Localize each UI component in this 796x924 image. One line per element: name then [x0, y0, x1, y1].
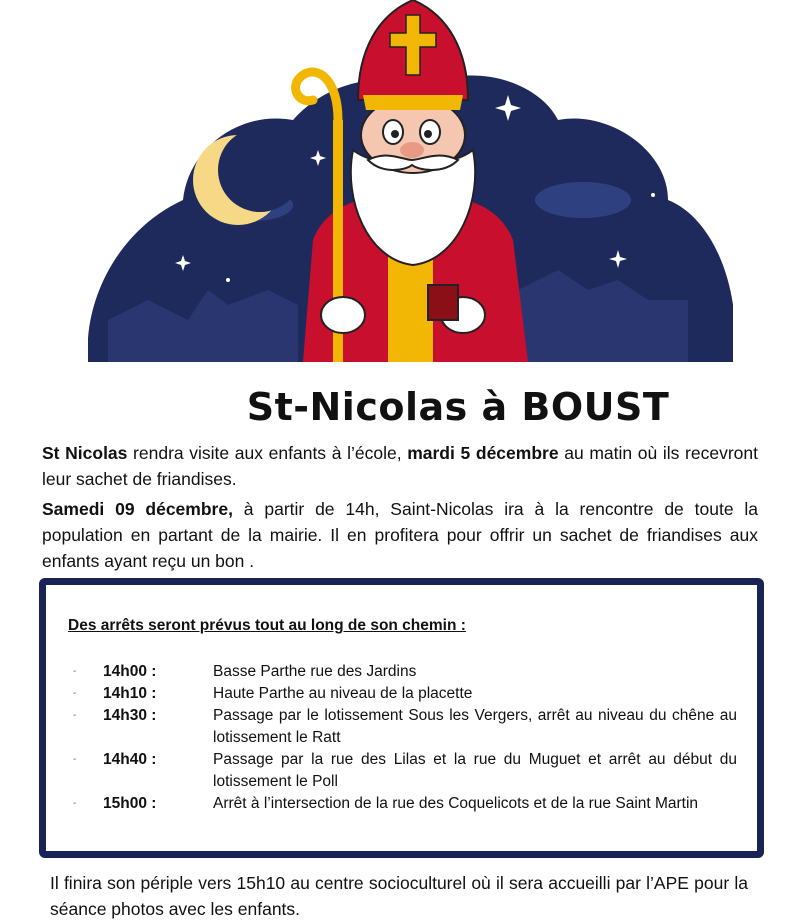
stops-box — [39, 578, 764, 858]
bullet-marker: - — [73, 666, 77, 677]
intro-paragraph-1 — [42, 440, 758, 492]
intro-paragraph-2 — [42, 496, 758, 574]
stop-time: 15h00 : — [103, 795, 157, 812]
stop-time: 14h30 : — [103, 707, 157, 724]
saint-nicolas-illustration — [88, 0, 733, 365]
intro-p2-seg: Samedi 09 décembre, — [42, 499, 233, 519]
intro-p1-seg: St Nicolas — [42, 443, 128, 463]
stops-heading: Des arrêts seront prévus tout au long de son chemin : — [68, 617, 466, 634]
stop-time: 14h40 : — [103, 751, 157, 768]
bullet-marker: - — [73, 754, 77, 765]
stop-description: Haute Parthe au niveau de la placette — [213, 685, 473, 702]
bullet-marker: - — [73, 688, 77, 699]
bullet-marker: - — [73, 798, 77, 809]
intro-p1-seg: au matin où ils recevront leur sachet de friandises. — [42, 443, 758, 489]
stop-description: Passage par la rue des Lilas et la rue du Muguet et arrêt au début du lotissement le Poll — [213, 751, 737, 790]
intro-p2-seg: à partir de 14h, Saint-Nicolas ira à la rencontre de toute la population en partant de la mairie. Il en profitera pour offrir un sachet de friandises aux enfants ayant reçu un bon . — [42, 499, 759, 571]
stop-item — [68, 661, 737, 683]
stop-item — [68, 683, 737, 705]
stop-description: Basse Parthe rue des Jardins — [213, 663, 417, 680]
stop-item — [68, 793, 737, 815]
stop-description: Passage par le lotissement Sous les Vergers, arrêt au niveau du chêne au lotissement le Ratt — [213, 707, 737, 746]
stop-time: 14h00 : — [103, 663, 157, 680]
intro-p1-seg: rendra visite aux enfants à l’école, — [127, 443, 408, 463]
stop-time: 14h10 : — [103, 685, 157, 702]
stop-description: Arrêt à l’intersection de la rue des Coquelicots et de la rue Saint Martin — [213, 795, 699, 812]
page-title: St-Nicolas à BOUST — [246, 385, 670, 429]
stop-item — [68, 749, 737, 793]
stop-item — [68, 705, 737, 749]
stops-list — [68, 661, 737, 815]
bullet-marker: - — [73, 710, 77, 721]
intro-p1-seg: mardi 5 décembre — [407, 443, 559, 463]
outro-paragraph: Il finira son périple vers 15h10 au centre socioculturel où il sera accueilli par l’APE pour la séance photos avec les enfants. — [50, 873, 748, 919]
